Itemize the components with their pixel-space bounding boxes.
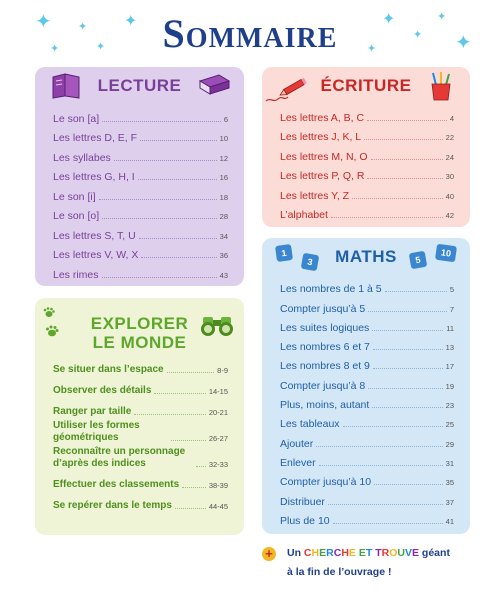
toc-entry[interactable]	[280, 104, 454, 124]
entry-page: 16	[219, 173, 228, 182]
toc-entry[interactable]	[280, 411, 454, 430]
maths-heading: MATHS	[335, 247, 397, 266]
entry-label: Les lettres D, E, F	[53, 132, 138, 144]
promo-cherche	[304, 547, 356, 559]
explorer-list	[53, 357, 228, 514]
toc-entry[interactable]	[53, 105, 228, 125]
dot-leader	[374, 484, 443, 485]
entry-page: 25	[445, 420, 454, 430]
entry-label: Les lettres S, T, U	[53, 229, 136, 242]
entry-page: 7	[449, 304, 454, 314]
entry-page: 14-15	[208, 387, 228, 396]
entry-page: 18	[219, 192, 228, 202]
promo-letter: E	[319, 547, 327, 559]
sparkle-star-icon: ✦	[455, 32, 472, 54]
entry-page: 26-27	[208, 434, 228, 443]
entry-page: 41	[445, 516, 454, 526]
entry-page: 31	[445, 458, 454, 468]
toc-entry[interactable]	[280, 295, 454, 314]
entry-page: 32-33	[208, 460, 228, 469]
promo-trouve	[375, 547, 419, 559]
toc-entry[interactable]	[53, 203, 228, 223]
entry-page: 5	[449, 285, 454, 295]
promo-letter: E	[412, 547, 420, 559]
toc-entry[interactable]	[280, 392, 454, 411]
entry-page: 29	[445, 439, 454, 449]
number-cube-icon: 1	[275, 244, 293, 262]
toc-entry[interactable]	[280, 430, 454, 449]
entry-label: Les syllabes	[53, 151, 111, 164]
dot-leader	[368, 311, 447, 312]
sparkle-star-icon: ✦	[413, 29, 423, 41]
entry-label: Les nombres 6 et 7	[280, 341, 370, 354]
entry-label: Observer des détails	[53, 385, 152, 396]
dot-leader	[343, 426, 443, 427]
entry-page: 42	[445, 211, 454, 220]
dot-leader	[175, 508, 206, 509]
toc-entry[interactable]	[53, 164, 228, 184]
toc-entry[interactable]	[53, 357, 228, 376]
dot-leader	[371, 159, 443, 160]
binoculars-icon	[199, 314, 235, 338]
dot-leader	[140, 140, 217, 141]
number-cube-icon: 10	[435, 244, 457, 263]
entry-label: Reconnaître un personnage d’après des indices	[53, 446, 186, 469]
dot-leader	[373, 349, 443, 350]
sparkle-star-icon: ✦	[437, 11, 447, 23]
ecriture-heading: ÉCRITURE	[320, 76, 412, 95]
entry-label: Les nombres 8 et 9	[280, 360, 370, 373]
entry-label: Enlever	[280, 456, 316, 469]
entry-page: 24	[445, 152, 454, 162]
entry-page: 37	[445, 497, 454, 507]
entry-label: Plus de 10	[280, 514, 330, 527]
dot-leader	[114, 160, 217, 161]
page-title: Sommaire	[162, 11, 338, 56]
dot-leader	[196, 466, 206, 467]
entry-page: 43	[219, 270, 228, 280]
entry-label: Se repérer dans le temps	[53, 500, 172, 511]
plus-icon: +	[262, 547, 276, 561]
toc-entry[interactable]	[53, 472, 228, 491]
dot-leader	[372, 407, 442, 408]
toc-entry[interactable]	[280, 469, 454, 488]
promo-letter: H	[311, 547, 320, 559]
promo-suffix: géant	[419, 547, 450, 559]
sparkle-star-icon: ✦	[367, 43, 377, 55]
entry-label: Les lettres J, K, L	[280, 131, 362, 143]
entry-page: 35	[445, 478, 454, 488]
entry-label: Les nombres de 1 à 5	[280, 283, 382, 296]
entry-label: Le son [i]	[53, 190, 96, 203]
entry-page: 8-9	[217, 366, 228, 375]
promo-letter: U	[397, 547, 405, 559]
toc-entry[interactable]	[53, 261, 228, 281]
toc-entry[interactable]	[53, 446, 228, 470]
sparkle-star-icon: ✦	[50, 43, 60, 55]
promo-line1	[287, 547, 450, 559]
entry-page: 13	[445, 343, 454, 353]
explorer-heading-line1: EXPLORER	[90, 314, 189, 333]
entry-label: Plus, moins, autant	[280, 399, 370, 412]
entry-label: Les lettres A, B, C	[280, 111, 365, 124]
entry-label: Les lettres G, H, I	[53, 171, 135, 183]
toc-entry[interactable]	[280, 143, 454, 163]
dot-leader	[102, 121, 221, 122]
dot-leader	[139, 238, 217, 239]
dot-leader	[138, 179, 217, 180]
entry-page: 23	[445, 401, 454, 411]
entry-label: Les lettres M, N, O	[280, 150, 368, 163]
entry-page: 36	[219, 251, 228, 260]
toc-entry[interactable]	[280, 124, 454, 144]
dot-leader	[328, 504, 443, 505]
entry-page: 30	[445, 172, 454, 181]
sparkle-star-icon: ✦	[35, 11, 52, 33]
toc-entry[interactable]	[280, 372, 454, 391]
promo-letter: T	[375, 547, 382, 559]
promo-et	[359, 547, 372, 559]
dot-leader	[319, 465, 443, 466]
toc-entry[interactable]	[53, 399, 228, 418]
entry-label: Utiliser les formes géométriques	[53, 420, 140, 443]
toc-entry[interactable]	[280, 334, 454, 353]
explorer-heading	[75, 314, 204, 352]
dot-leader	[316, 446, 442, 447]
entry-label: Ranger par taille	[53, 406, 132, 417]
toc-entry[interactable]	[53, 144, 228, 164]
entry-page: 44-45	[208, 502, 228, 511]
book-icon	[197, 73, 231, 97]
dot-leader	[331, 217, 443, 218]
promo-letter: E	[348, 547, 356, 559]
toc-entry[interactable]	[53, 493, 228, 512]
promo-letter: H	[341, 547, 349, 559]
promo-letter: T	[365, 547, 373, 559]
lecture-section	[35, 67, 244, 286]
entry-label: Les lettres V, W, X	[53, 249, 139, 261]
promo-letter: R	[326, 547, 334, 559]
entry-label: Compter jusqu’à 10	[280, 476, 372, 489]
dot-leader	[368, 388, 442, 389]
promo-letter: C	[333, 547, 342, 559]
sparkle-star-icon: ✦	[382, 11, 396, 28]
dot-leader	[372, 330, 443, 331]
entry-label: Compter jusqu’à 5	[280, 302, 366, 315]
entry-label: Les suites logiques	[280, 321, 370, 334]
entry-page: 4	[449, 113, 454, 123]
pencil-cup-icon	[428, 71, 454, 101]
entry-page: 28	[219, 212, 228, 221]
paw-print-icon	[41, 306, 63, 344]
explorer-heading-line2: LE MONDE	[92, 333, 187, 352]
promo-letter: C	[303, 547, 312, 559]
dot-leader	[352, 198, 443, 199]
entry-label: Ajouter	[280, 437, 314, 450]
number-cube-icon: 3	[301, 253, 320, 272]
entry-page: 17	[445, 362, 454, 372]
lecture-list	[53, 105, 228, 281]
lecture-heading: LECTURE	[97, 76, 182, 95]
dot-leader	[134, 414, 205, 415]
entry-page: 19	[445, 381, 454, 391]
entry-page: 20-21	[208, 408, 228, 417]
entry-page: 22	[445, 133, 454, 142]
dot-leader	[373, 368, 443, 369]
entry-label: Le son [o]	[53, 210, 100, 222]
entry-page: 12	[219, 153, 228, 163]
promo-letter: E	[358, 547, 366, 559]
dot-leader	[102, 277, 217, 278]
promo-prefix: Un	[287, 547, 304, 559]
entry-label: L’alphabet	[280, 209, 328, 221]
maths-list	[280, 276, 454, 527]
promo-line2: à la fin de l’ouvrage !	[287, 566, 392, 578]
entry-label: Compter jusqu’à 8	[280, 379, 366, 392]
promo-letter: V	[404, 547, 412, 559]
toc-entry[interactable]	[280, 508, 454, 527]
explorer-section	[35, 298, 244, 535]
number-cube-icon: 5	[409, 251, 428, 270]
entry-label: Se situer dans l’espace	[53, 364, 164, 375]
entry-page: 10	[219, 134, 228, 143]
toc-entry[interactable]	[280, 488, 454, 507]
entry-label: Le son [a]	[53, 112, 100, 125]
toc-entry[interactable]	[280, 163, 454, 183]
dot-leader	[182, 487, 206, 488]
dot-leader	[333, 523, 443, 524]
toc-entry[interactable]	[280, 450, 454, 469]
promo-letter: O	[389, 547, 398, 559]
entry-page: 34	[219, 231, 228, 241]
dot-leader	[171, 440, 206, 441]
entry-page: 11	[446, 323, 454, 333]
ecriture-section	[262, 67, 470, 227]
dot-leader	[102, 218, 217, 219]
toc-entry[interactable]	[280, 315, 454, 334]
toc-entry[interactable]	[53, 125, 228, 145]
toc-entry[interactable]	[280, 182, 454, 202]
dot-leader	[367, 178, 442, 179]
toc-entry[interactable]	[53, 222, 228, 242]
entry-page: 40	[445, 191, 454, 201]
entry-label: Les rimes	[53, 268, 99, 281]
toc-entry[interactable]	[280, 276, 454, 295]
dot-leader	[385, 291, 447, 292]
entry-label: Effectuer des classements	[53, 479, 180, 490]
maths-section	[262, 238, 470, 534]
dot-leader	[154, 393, 205, 394]
ecriture-list	[280, 104, 454, 221]
sparkle-star-icon: ✦	[96, 41, 106, 53]
entry-label: Les lettres Y, Z	[280, 189, 350, 202]
entry-label: Les lettres P, Q, R	[280, 170, 365, 182]
entry-label: Distribuer	[280, 495, 325, 508]
sparkle-star-icon: ✦	[78, 21, 88, 33]
entry-page: 38-39	[208, 481, 228, 490]
toc-entry[interactable]	[280, 202, 454, 222]
toc-entry[interactable]	[53, 420, 228, 444]
toc-entry[interactable]	[53, 242, 228, 262]
sparkle-star-icon: ✦	[124, 13, 138, 30]
toc-entry[interactable]	[280, 353, 454, 372]
entry-label: Les tableaux	[280, 418, 340, 431]
dot-leader	[367, 120, 447, 121]
dot-leader	[99, 199, 217, 200]
dot-leader	[141, 257, 216, 258]
promo-letter: R	[381, 547, 390, 559]
dot-leader	[364, 139, 443, 140]
toc-entry[interactable]	[53, 378, 228, 397]
toc-entry[interactable]	[53, 183, 228, 203]
dot-leader	[167, 372, 215, 373]
entry-page: 6	[223, 114, 228, 124]
